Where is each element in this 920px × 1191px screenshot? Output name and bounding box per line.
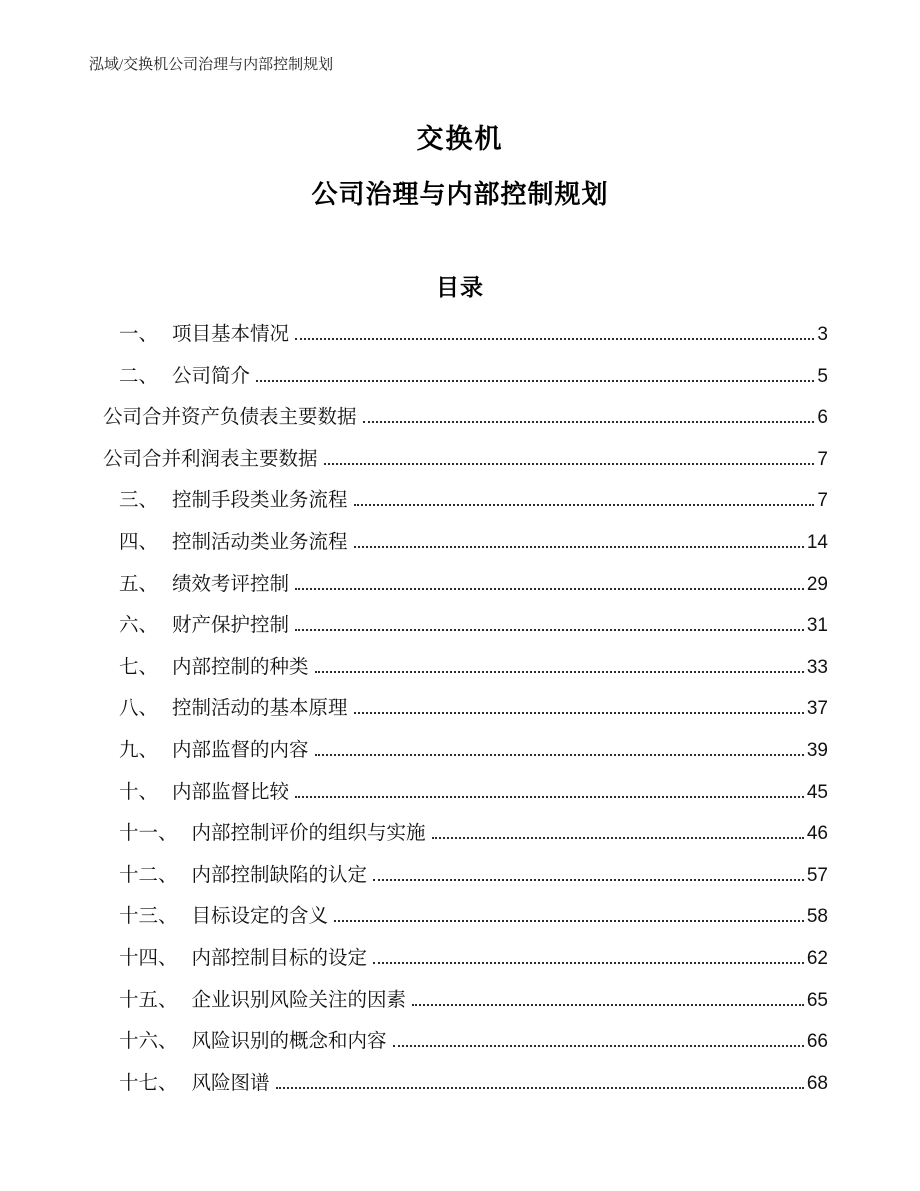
- toc-entry[interactable]: [90, 817, 828, 859]
- toc-leader-dots: [393, 1045, 804, 1047]
- toc-entry-number: 四、: [119, 531, 159, 553]
- toc-leader-dots: [256, 380, 814, 382]
- toc-entry-title: 内部控制评价的组织与实施: [191, 823, 426, 845]
- toc-entry-page: 68: [806, 1072, 828, 1094]
- toc-entry[interactable]: [90, 609, 828, 651]
- toc-leader-dots: [432, 837, 804, 839]
- toc-leader-dots: [315, 754, 804, 756]
- toc-entry[interactable]: [90, 734, 828, 776]
- toc-entry-title: 内部监督的内容: [172, 739, 309, 761]
- toc-entry-page: 62: [806, 947, 828, 969]
- toc-entry-number: 三、: [119, 490, 159, 512]
- toc-entry[interactable]: [90, 401, 828, 443]
- toc-entry-title: 公司简介: [172, 365, 251, 387]
- toc-entry-page: 39: [806, 739, 828, 761]
- toc-entry[interactable]: [90, 859, 828, 901]
- toc-entry[interactable]: [90, 360, 828, 402]
- toc-entry-page: 7: [817, 490, 828, 512]
- toc-leader-dots: [334, 920, 804, 922]
- toc-entry-page: 45: [806, 781, 828, 803]
- toc-entry-title: 内部控制缺陷的认定: [191, 864, 368, 886]
- toc-entry-number: 十二、: [119, 864, 178, 886]
- toc-leader-dots: [354, 546, 804, 548]
- toc-leader-dots: [315, 671, 804, 673]
- toc-entry-title: 绩效考评控制: [172, 573, 290, 595]
- toc-leader-dots: [295, 338, 814, 340]
- toc-entry-number: 十七、: [119, 1072, 178, 1094]
- toc-entry-page: 14: [806, 531, 828, 553]
- toc-entry[interactable]: [90, 942, 828, 984]
- toc-entry-title: 风险识别的概念和内容: [191, 1031, 387, 1053]
- toc-entry-number: 二、: [119, 365, 159, 387]
- toc-entry[interactable]: [90, 1067, 828, 1109]
- document-header-watermark: 泓域/交换机公司治理与内部控制规划: [89, 57, 334, 73]
- toc-entry-number: 十一、: [119, 823, 178, 845]
- toc-entry-number: 十三、: [119, 906, 178, 928]
- toc-entry-number: 十五、: [119, 989, 178, 1011]
- toc-entry-title: 风险图谱: [191, 1072, 270, 1094]
- toc-leader-dots: [354, 504, 815, 506]
- toc-entry-page: 6: [817, 407, 828, 429]
- toc-entry-page: 58: [806, 906, 828, 928]
- toc-entry-title: 控制活动的基本原理: [172, 698, 348, 720]
- toc-entry-page: 66: [806, 1031, 828, 1053]
- toc-leader-dots: [354, 712, 804, 714]
- toc-entry-title: 控制手段类业务流程: [172, 490, 348, 512]
- toc-entry[interactable]: [90, 1025, 828, 1067]
- toc-entry-page: 31: [806, 615, 828, 637]
- toc-entry-page: 7: [817, 448, 828, 470]
- toc-leader-dots: [363, 421, 815, 423]
- toc-leader-dots: [295, 588, 804, 590]
- toc-leader-dots: [295, 629, 804, 631]
- toc-entry[interactable]: [90, 900, 828, 942]
- toc-leader-dots: [373, 879, 804, 881]
- toc-entry-title: 目标设定的含义: [191, 906, 329, 928]
- toc-list: [90, 318, 828, 1108]
- toc-entry-page: 3: [817, 324, 828, 345]
- toc-leader-dots: [295, 796, 804, 798]
- toc-leader-dots: [412, 1004, 804, 1006]
- toc-entry-page: 29: [806, 573, 828, 595]
- toc-entry[interactable]: [90, 443, 828, 485]
- toc-entry[interactable]: [90, 318, 828, 360]
- toc-entry-page: 37: [806, 698, 828, 720]
- toc-entry-number: 十四、: [119, 947, 178, 969]
- toc-entry-title: 企业识别风险关注的因素: [191, 989, 407, 1011]
- toc-entry[interactable]: [90, 651, 828, 693]
- toc-entry-page: 57: [806, 864, 828, 886]
- document-subtitle: 公司治理与内部控制规划: [311, 179, 609, 209]
- toc-entry-number: 六、: [119, 615, 159, 637]
- toc-entry-number: 一、: [119, 324, 159, 345]
- toc-entry-page: 46: [806, 823, 828, 845]
- toc-entry-title: 控制活动类业务流程: [172, 531, 348, 553]
- toc-entry[interactable]: [90, 776, 828, 818]
- toc-entry[interactable]: [90, 568, 828, 610]
- toc-entry[interactable]: [90, 984, 828, 1026]
- toc-entry-number: 八、: [119, 698, 159, 720]
- toc-entry[interactable]: [90, 484, 828, 526]
- toc-entry-number: 九、: [119, 739, 159, 761]
- toc-entry[interactable]: [90, 526, 828, 568]
- toc-heading: 目录: [436, 274, 484, 300]
- document-title: 交换机: [416, 124, 504, 154]
- toc-entry-title: 公司合并利润表主要数据: [103, 448, 318, 470]
- toc-entry-title: 内部监督比较: [172, 781, 290, 803]
- toc-entry-page: 5: [817, 365, 828, 387]
- toc-entry-title: 内部控制的种类: [172, 656, 309, 678]
- toc-entry-title: 内部控制目标的设定: [191, 947, 368, 969]
- toc-leader-dots: [276, 1087, 804, 1089]
- toc-entry-page: 65: [806, 989, 828, 1011]
- toc-entry[interactable]: [90, 692, 828, 734]
- toc-entry-number: 十、: [119, 781, 159, 803]
- toc-entry-number: 十六、: [119, 1031, 178, 1053]
- toc-leader-dots: [373, 962, 804, 964]
- toc-leader-dots: [324, 463, 815, 465]
- toc-entry-title: 财产保护控制: [172, 615, 290, 637]
- toc-entry-number: 五、: [119, 573, 159, 595]
- toc-entry-title: 公司合并资产负债表主要数据: [103, 407, 357, 429]
- toc-entry-title: 项目基本情况: [172, 324, 290, 345]
- toc-entry-number: 七、: [119, 656, 159, 678]
- toc-entry-page: 33: [806, 656, 828, 678]
